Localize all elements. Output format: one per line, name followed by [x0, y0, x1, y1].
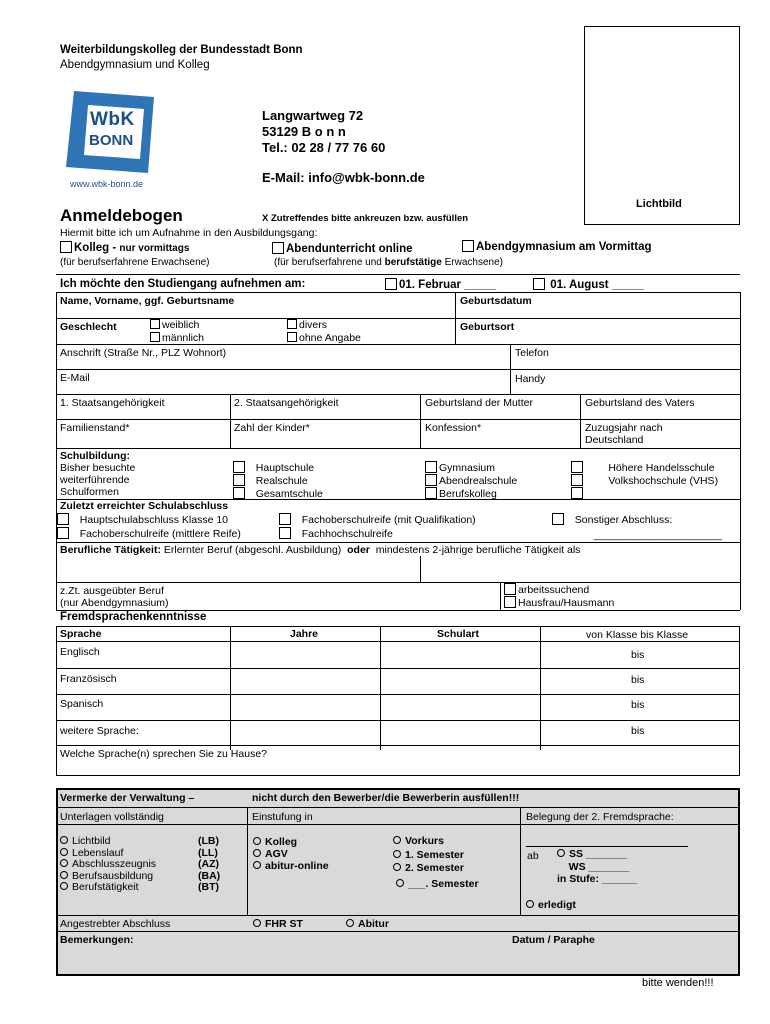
lang-row-other[interactable]: weitere Sprache:	[60, 725, 139, 737]
lang-row-spanish[interactable]: Spanisch	[60, 698, 104, 710]
degree-fach-q[interactable]: Fachoberschulreife (mit Qualifikation)	[279, 513, 476, 526]
admin-abitur[interactable]: Abitur	[346, 918, 389, 930]
berufskolleg-checkbox[interactable]	[425, 487, 437, 499]
lang-bis-2: bis	[631, 674, 645, 686]
photo-box[interactable]	[584, 26, 740, 225]
admin-second-lang: Belegung der 2. Fremdsprache:	[526, 811, 674, 823]
lang-row-french[interactable]: Französisch	[60, 673, 117, 685]
degree-fh[interactable]: Fachhochschulreife	[279, 527, 393, 540]
turn-page-note: bitte wenden!!!	[642, 977, 714, 989]
admin-docs: Unterlagen vollständig	[60, 811, 164, 823]
none-checkbox[interactable]	[287, 332, 297, 342]
field-mobile[interactable]: Handy	[515, 373, 546, 385]
degree-heading: Zuletzt erreichter Schulabschluss	[60, 500, 229, 512]
col-years: Jahre	[290, 628, 319, 640]
languages-heading: Fremdsprachenkenntnisse	[60, 611, 207, 623]
february-checkbox[interactable]	[385, 278, 397, 290]
gender-label: Geschlecht	[60, 321, 117, 333]
gender-female[interactable]: weiblich	[150, 319, 199, 331]
kolleg-checkbox[interactable]	[60, 241, 72, 253]
august-checkbox[interactable]	[533, 278, 545, 290]
logo-text-bonn: BONN	[89, 132, 134, 149]
home-language[interactable]: Welche Sprache(n) sprechen Sie zu Hause?	[60, 748, 268, 760]
field-phone[interactable]: Telefon	[515, 347, 549, 359]
field-birthplace[interactable]: Geburtsort	[460, 321, 515, 333]
field-current-job[interactable]: z.Zt. ausgeübter Beruf (nur Abendgymnasium)	[60, 585, 169, 609]
female-checkbox[interactable]	[150, 319, 160, 329]
admin-semester-options[interactable]: Vorkurs 1. Semester 2. Semester ___. Semester	[393, 835, 479, 891]
school-heading: Schulbildung:	[60, 450, 130, 462]
field-children[interactable]: Zahl der Kinder*	[234, 422, 310, 434]
col-class-range: von Klasse bis Klasse	[586, 629, 689, 641]
address-city: 53129 B o n n	[262, 124, 346, 139]
col-school-type: Schulart	[437, 628, 480, 640]
job-label: Berufliche Tätigkeit: Erlernter Beruf (abgeschl. Ausbildung) oder mindestens 2-jährige berufliche Tätigkeit als	[60, 544, 581, 556]
start-february[interactable]: 01. Februar _____	[385, 278, 496, 291]
degree-fach[interactable]: Fachoberschulreife (mittlere Reife)	[57, 527, 241, 540]
admin-done[interactable]: erledigt	[526, 899, 576, 911]
address-email: E-Mail: info@wbk-bonn.de	[262, 170, 425, 185]
school-attended-label: Bisher besuchte weiterführende Schulformen	[60, 462, 136, 498]
vormittag-checkbox[interactable]	[462, 240, 474, 252]
col-language: Sprache	[60, 628, 102, 640]
field-address[interactable]: Anschrift (Straße Nr., PLZ Wohnort)	[60, 347, 227, 359]
field-birthdate[interactable]: Geburtsdatum	[460, 295, 532, 307]
degree-other-line[interactable]: _______________________	[594, 530, 722, 541]
field-name[interactable]: Name, Vorname, ggf. Geburtsname	[60, 295, 235, 307]
admin-date[interactable]: Datum / Paraphe	[512, 934, 595, 946]
field-nationality-1[interactable]: 1. Staatsangehörigkeit	[60, 397, 165, 409]
deg-fachq-checkbox[interactable]	[279, 513, 291, 525]
lang-bis-3: bis	[631, 699, 645, 711]
start-august[interactable]: 01. August _____	[533, 278, 644, 291]
deg-other-checkbox[interactable]	[552, 513, 564, 525]
form-request: Hiermit bitte ich um Aufnahme in den Ausbildungsgang:	[60, 227, 318, 239]
admin-placement-options[interactable]: Kolleg AGV abitur-online	[253, 836, 329, 872]
abendreal-checkbox[interactable]	[425, 474, 437, 486]
admin-target: Angestrebter Abschluss	[60, 918, 171, 930]
deg-fach-checkbox[interactable]	[57, 527, 69, 539]
diverse-checkbox[interactable]	[287, 319, 297, 329]
admin-fhr[interactable]: FHR ST	[253, 918, 303, 930]
school-col-1[interactable]: Hauptschule Realschule Gesamtschule	[233, 461, 323, 500]
address-street: Langwartweg 72	[262, 108, 364, 123]
gym-checkbox[interactable]	[425, 461, 437, 473]
option-online[interactable]: Abendunterricht online	[272, 242, 413, 255]
form-title: Anmeldebogen	[60, 206, 183, 225]
photo-label: Lichtbild	[636, 198, 682, 210]
admin-semester-entry[interactable]: SS _______ WS _______ in Stufe: ______	[557, 848, 637, 885]
haupt-checkbox[interactable]	[233, 461, 245, 473]
extra-checkbox[interactable]	[571, 487, 583, 499]
admin-heading: Vermerke der Verwaltung –	[60, 792, 195, 804]
male-checkbox[interactable]	[150, 332, 160, 342]
admin-remarks[interactable]: Bemerkungen:	[60, 934, 134, 946]
field-email[interactable]: E-Mail	[60, 372, 90, 384]
school-col-3[interactable]: Höhere Handelsschule Volkshochschule (VHS)	[571, 461, 718, 500]
online-checkbox[interactable]	[272, 242, 284, 254]
lang-bis-4: bis	[631, 725, 645, 737]
admin-heading-2: nicht durch den Bewerber/die Bewerberin ausfüllen!!!	[252, 792, 520, 804]
real-checkbox[interactable]	[233, 474, 245, 486]
option-kolleg[interactable]: Kolleg - nur vormittags	[60, 241, 189, 254]
lang-row-english[interactable]: Englisch	[60, 646, 100, 658]
gender-diverse[interactable]: divers	[287, 319, 327, 331]
deg-haupt-checkbox[interactable]	[57, 513, 69, 525]
school-subtitle: Abendgymnasium und Kolleg	[60, 59, 210, 71]
degree-haupt[interactable]: Hauptschulabschluss Klasse 10	[57, 513, 228, 526]
admin-ab: ab	[527, 850, 539, 862]
school-name: Weiterbildungskolleg der Bundesstadt Bonn	[60, 44, 303, 56]
online-note: (für berufserfahrene und berufstätige Erwachsene)	[274, 257, 503, 268]
field-marital[interactable]: Familienstand*	[60, 422, 130, 434]
form-instruction: X Zutreffendes bitte ankreuzen bzw. ausfüllen	[262, 213, 469, 224]
degree-other[interactable]: Sonstiger Abschluss:	[552, 513, 672, 526]
logo-url: www.wbk-bonn.de	[70, 179, 144, 189]
job-status[interactable]: arbeitssuchend Hausfrau/Hausmann	[504, 583, 614, 609]
field-nationality-2[interactable]: 2. Staatsangehörigkeit	[234, 397, 339, 409]
deg-fh-checkbox[interactable]	[279, 527, 291, 539]
field-moved-year[interactable]: Zuzugsjahr nach Deutschland	[585, 422, 663, 446]
school-logo	[62, 85, 162, 195]
field-religion[interactable]: Konfession*	[425, 422, 482, 434]
admin-placement: Einstufung in	[252, 811, 313, 823]
start-label: Ich möchte den Studiengang aufnehmen am:	[60, 278, 306, 290]
vhs-checkbox[interactable]	[571, 474, 583, 486]
school-col-2[interactable]: Gymnasium Abendrealschule Berufskolleg	[425, 461, 517, 500]
gesamt-checkbox[interactable]	[233, 487, 245, 499]
home-checkbox[interactable]	[504, 596, 516, 608]
lang-bis-1: bis	[631, 649, 645, 661]
option-vormittag[interactable]: Abendgymnasium am Vormittag	[462, 240, 652, 253]
field-father-country[interactable]: Geburtsland des Vaters	[585, 397, 695, 409]
kolleg-note: (für berufserfahrene Erwachsene)	[60, 257, 210, 268]
seeking-checkbox[interactable]	[504, 583, 516, 595]
field-mother-country[interactable]: Geburtsland der Mutter	[425, 397, 533, 409]
handels-checkbox[interactable]	[571, 461, 583, 473]
address-phone: Tel.: 02 28 / 77 76 60	[262, 140, 386, 155]
admin-doc-list[interactable]: Lichtbild (LB) Lebenslauf (LL) Abschlusszeugnis (AZ) Berufsausbildung (BA) Berufstätigkeit (BT)	[60, 836, 240, 894]
gender-male[interactable]: männlich	[150, 332, 204, 344]
gender-none[interactable]: ohne Angabe	[287, 332, 361, 344]
logo-text-wbk: WbK	[90, 109, 135, 130]
